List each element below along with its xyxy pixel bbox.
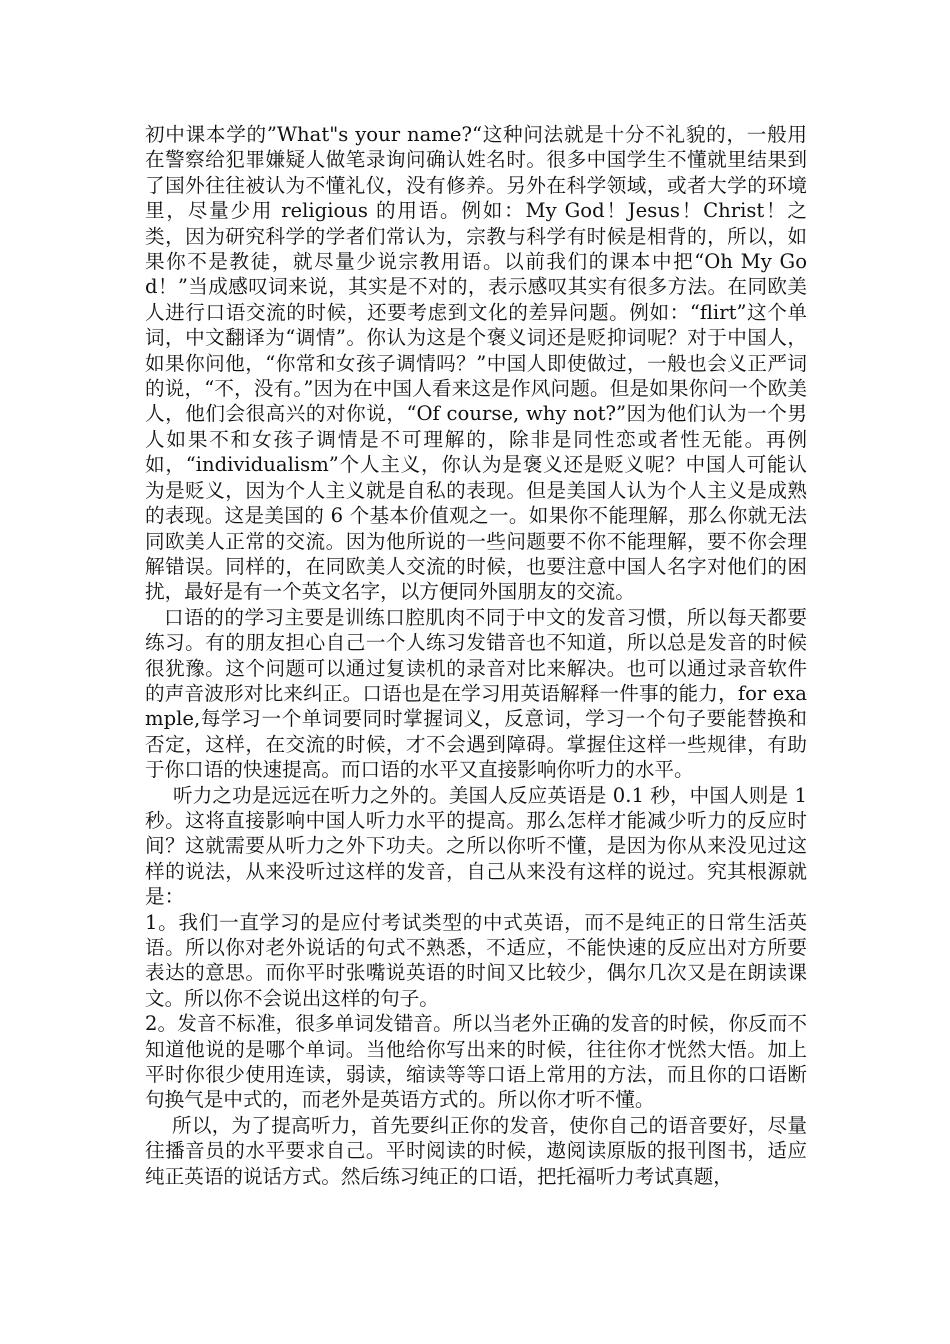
- document-body: [145, 122, 807, 1189]
- paragraph-reason-2: 2。发音不标准，很多单词发错音。所以当老外正确的发音的时候，你反而不知道他说的是哪个单词。当他给你写出来的时候，往往你才恍然大悟。加上平时你很少使用连读，弱读，缩读等等口语上常用的方法，而且你的口语断句换气是中式的，而老外是英语方式的。所以你才听不懂。: [145, 1012, 807, 1112]
- paragraph-culture: 初中课本学的”What"s your name?“这种问法就是十分不礼貌的，一般用在警察给犯罪嫌疑人做笔录询问确认姓名时。很多中国学生不懂就里结果到了国外往往被认为不懂礼仪，没有修养。另外在科学领域，或者大学的环境里，尽量少用 religious 的用语。例如：My God！Jesus！Christ！之类，因为研究科学的学者们常认为，宗教与科学有时候是相背的，所以，如果你不是教徒，就尽量少说宗教用语。以前我们的课本中把“Oh My God！”当成感叹词来说，其实是不对的，表示感叹其实有很多方法。在同欧美人进行口语交流的时候，还要考虑到文化的差异问题。例如：“flirt”这个单词，中文翻译为“调情”。你认为这是个褒义词还是贬抑词呢？对于中国人，如果你问他，“你常和女孩子调情吗？”中国人即使做过，一般也会义正严词的说，“不，没有。”因为在中国人看来这是作风问题。但是如果你问一个欧美人，他们会很高兴的对你说，“Of course, why not?”因为他们认为一个男人如果不和女孩子调情是不可理解的，除非是同性恋或者性无能。再例如，“individualism”个人主义，你认为是褒义还是贬义呢？中国人可能认为是贬义，因为个人主义就是自私的表现。但是美国人认为个人主义是成熟的表现。这是美国的 6 个基本价值观之一。如果你不能理解，那么你就无法同欧美人正常的交流。因为他所说的一些问题要不你不能理解，要不你会理解错误。同样的，在同欧美人交流的时候，也要注意中国人名字对他们的困扰，最好是有一个英文名字，以方便同外国朋友的交流。: [145, 123, 807, 604]
- paragraph-reason-1: 1。我们一直学习的是应付考试类型的中式英语，而不是纯正的日常生活英语。所以你对老外说话的句式不熟悉，不适应，不能快速的反应出对方所要表达的意思。而你平时张嘴说英语的时间又比较少，偶尔几次又是在朗读课文。所以你不会说出这样的句子。: [145, 910, 807, 1010]
- paragraph-speaking-practice: 口语的的学习主要是训练口腔肌肉不同于中文的发音习惯，所以每天都要练习。有的朋友担心自己一个人练习发错音也不知道，所以总是发音的时候很犹豫。这个问题可以通过复读机的录音对比来解决。也可以通过录音软件的声音波形对比来纠正。口语也是在学习用英语解释一件事的能力，for example,每学习一个单词要同时掌握词义，反意词，学习一个句子要能替换和否定，这样，在交流的时候，才不会遇到障碍。掌握住这样一些规律，有助于你口语的快速提高。而口语的水平又直接影响你听力的水平。: [145, 605, 807, 782]
- paragraph-listening: 听力之功是远远在听力之外的。美国人反应英语是 0.1 秒，中国人则是 1 秒。这将直接影响中国人听力水平的提高。那么怎样才能减少听力的反应时间？这就需要从听力之外下功夫。之所以你听不懂，是因为你从来没见过这样的说法，从来没听过这样的发音，自己从来没有这样的说过。究其根源就是：: [145, 783, 807, 909]
- paragraph-conclusion: 所以，为了提高听力，首先要纠正你的发音，使你自己的语音要好，尽量往播音员的水平要求自己。平时阅读的时候，遨阅读原版的报刊图书，适应纯正英语的说话方式。然后练习纯正的口语，把托福听力考试真题，: [145, 1113, 807, 1188]
